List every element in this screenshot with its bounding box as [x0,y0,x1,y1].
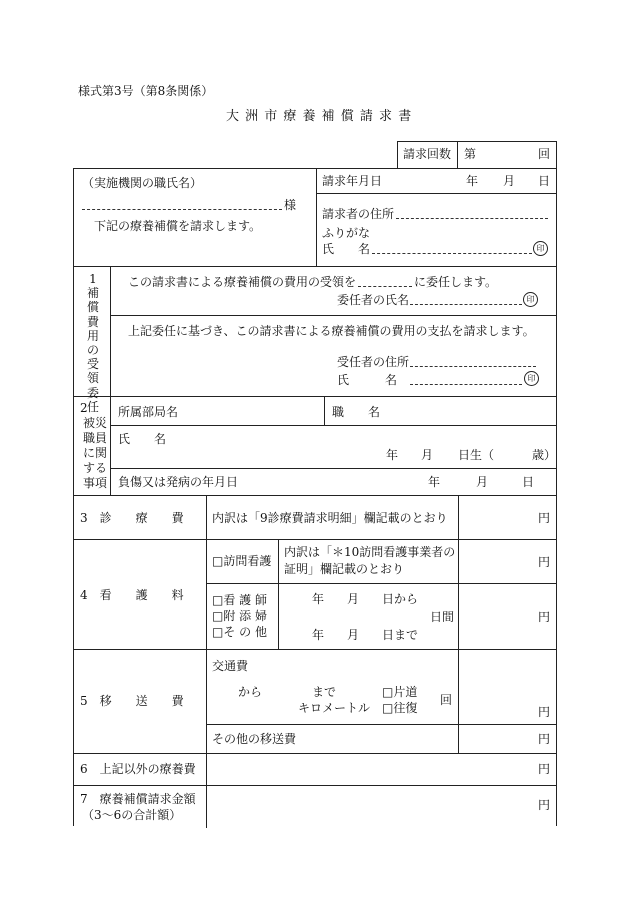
receiver-name-label: 氏 名 [337,373,398,387]
injury-month: 月 [476,475,489,489]
other-transport-label: その他の移送費 [212,732,297,746]
page-title: 大 洲 市 療 養 補 償 請 求 書 [226,109,413,124]
delegator-name-field[interactable] [410,304,522,305]
sama-label: 様 [284,198,297,212]
age-suffix: 歳） [532,448,557,462]
to-month: 月 [347,628,360,642]
visit-nursing-checkbox[interactable]: □訪問看護 [212,554,272,568]
to-day: 日まで [382,628,419,642]
times-label: 回 [440,693,453,707]
receiver-address-field[interactable] [410,366,536,367]
section4-label: 4 看 護 料 [80,588,184,602]
claim-count-prefix: 第 [464,147,477,161]
delegator-name-label: 委任者の氏名 [337,293,410,307]
furigana-label: ふりがな [322,226,371,240]
birth-month: 月 [421,448,434,462]
to-year: 年 [312,628,325,642]
section3-label: 3 診 療 費 [80,511,184,525]
section7-label: 7 療養補償請求金額 [80,792,196,806]
section5-label: 5 移 送 費 [80,694,184,708]
section3-yen: 円 [538,511,551,525]
claim-date-month: 月 [503,174,516,188]
claimant-address-label: 請求者の住所 [322,207,395,221]
department-label: 所属部局名 [118,405,179,419]
claim-date-label: 請求年月日 [322,174,383,188]
claimant-name-field[interactable] [372,253,532,254]
section2-vertical-label: 被災職員に関する事項 [82,416,107,490]
attendant-checkbox[interactable]: □附 添 婦 [212,609,267,623]
section7-sublabel: （3～6の合計額） [82,808,182,822]
other-transport-yen: 円 [538,732,551,746]
transport-from: から [238,685,263,699]
from-day: 日から [382,592,419,606]
request-sentence: 下記の療養補償を請求します。 [94,219,262,233]
section1-vertical-label: 1補償費用の受領委任 [86,272,99,414]
payment-sentence: 上記委任に基づき、この請求書による療養補償の費用の支払を請求します。 [128,324,535,338]
section7-yen: 円 [538,798,551,812]
claimant-address-field[interactable] [396,218,548,219]
transport-label: 交通費 [212,659,249,673]
claim-count-label: 請求回数 [403,147,452,161]
delegate-sentence-a: この請求書による療養補償の費用の受領を [128,275,357,289]
birth-day: 日生（ [458,448,495,462]
victim-name-label: 氏 名 [118,432,167,446]
claim-count-suffix: 回 [538,147,551,161]
transport-yen: 円 [538,705,551,719]
section6-yen: 円 [538,762,551,776]
delegate-field[interactable] [358,286,412,287]
birth-year: 年 [386,448,399,462]
claim-date-year: 年 [466,174,479,188]
section6-label: 6 上記以外の療養費 [80,762,196,776]
visit-detail-line2: 証明」欄記載のとおり [284,562,405,576]
receiver-seal: 印 [524,371,539,386]
claimant-seal: 印 [533,241,548,256]
receiver-name-field[interactable] [410,384,522,385]
position-label: 職 名 [332,405,381,419]
visit-detail-line1: 内訳は「＊10訪問看護事業者の [284,545,456,559]
from-month: 月 [347,592,360,606]
form-number: 様式第3号（第8条関係） [78,84,214,98]
nurse-checkbox[interactable]: □看 護 師 [212,593,267,607]
receiver-address-label: 受任者の住所 [337,355,410,369]
from-year: 年 [312,592,325,606]
round-trip-checkbox[interactable]: □往復 [382,701,418,715]
other-checkbox[interactable]: □そ の 他 [212,625,267,639]
institution-label: （実施機関の職氏名） [82,176,203,190]
injury-year: 年 [428,475,441,489]
one-way-checkbox[interactable]: □片道 [382,685,418,699]
section4-care-yen: 円 [538,610,551,624]
delegator-seal: 印 [523,292,538,307]
transport-to: まで [312,685,337,699]
delegate-sentence-b: に委任します。 [414,275,498,289]
days-label: 日間 [430,610,455,624]
claimant-name-label: 氏 名 [322,242,371,256]
section3-detail: 内訳は「9診療費請求明細」欄記載のとおり [212,511,448,525]
section2-number: 2 [80,401,88,415]
km-label: キロメートル [298,701,371,715]
claim-date-day: 日 [538,174,551,188]
injury-date-label: 負傷又は発病の年月日 [118,475,239,489]
institution-field[interactable] [82,209,282,210]
section4-visit-yen: 円 [538,555,551,569]
injury-day: 日 [522,475,535,489]
